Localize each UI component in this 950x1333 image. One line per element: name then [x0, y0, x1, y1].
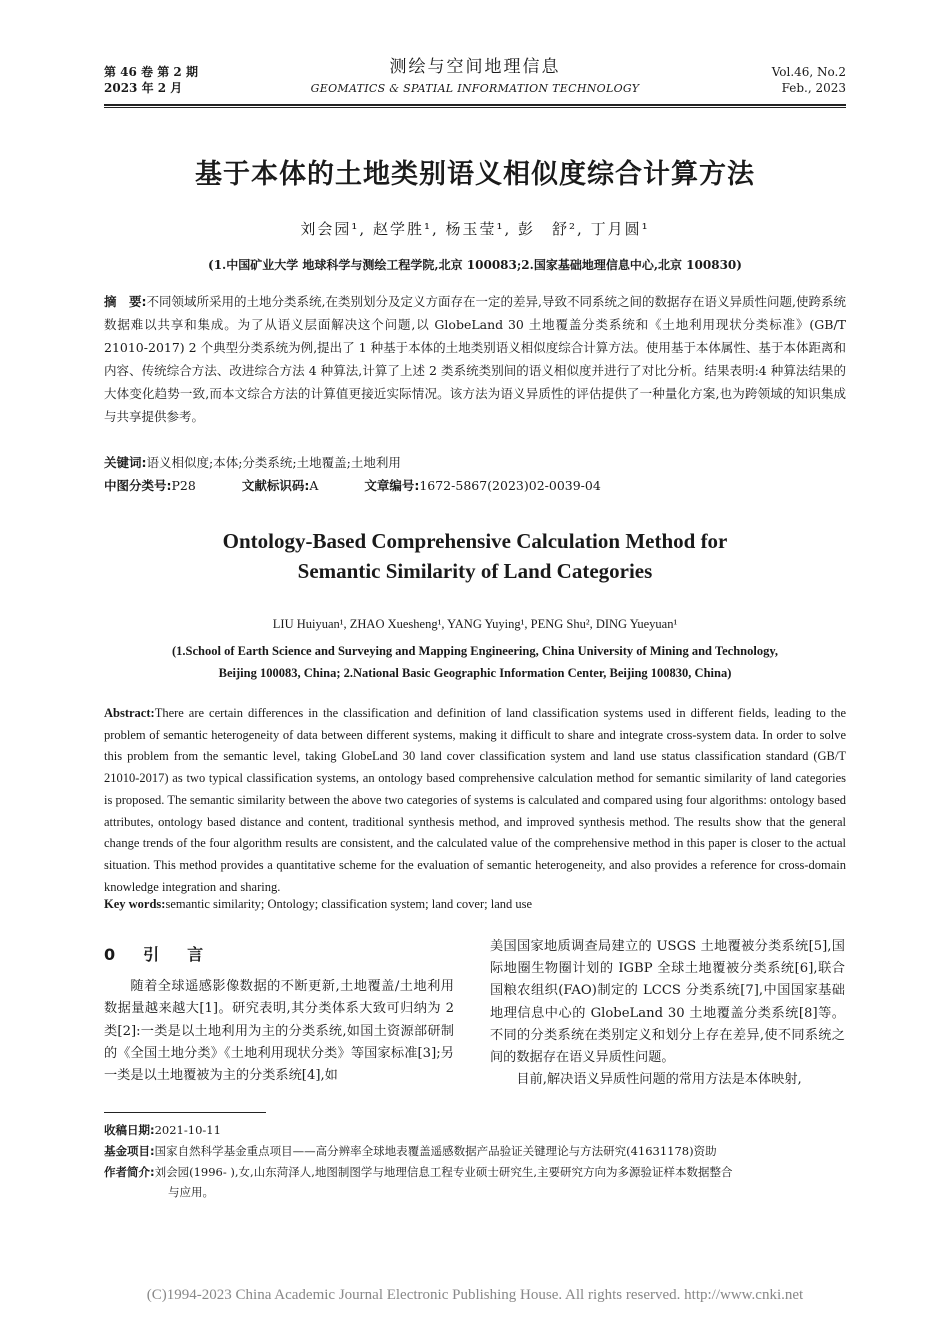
doc-code-value: A: [309, 478, 319, 493]
abstract-label-cn: 摘 要:: [104, 294, 147, 309]
doc-code-label: 文献标识码:: [241, 478, 310, 493]
keywords-text-en: semantic similarity; Ontology; classification system; land cover; land use: [165, 897, 533, 911]
keywords-en: [104, 897, 846, 912]
doc-code: [242, 474, 319, 497]
authors-en: LIU Huiyuan¹, ZHAO Xuesheng¹, YANG Yuying¹, PENG Shu², DING Yueyuan¹: [272, 617, 678, 631]
footnote-received: [104, 1120, 846, 1140]
journal-name: [250, 56, 700, 97]
section-heading: 0 引 言: [104, 945, 210, 964]
author-bio-label: 作者简介:: [104, 1165, 155, 1179]
clc-code: [104, 474, 196, 497]
fund-label: 基金项目:: [104, 1144, 155, 1158]
journal-name-cn: 测绘与空间地理信息: [389, 57, 561, 77]
author-bio-text-cont: 与应用。: [168, 1185, 214, 1199]
body-column-left: [104, 944, 454, 1087]
article-no-value: 1672-5867(2023)02-0039-04: [419, 478, 601, 493]
title-en-line1: Ontology-Based Comprehensive Calculation Method for: [222, 529, 728, 553]
journal-name-en: GEOMATICS & SPATIAL INFORMATION TECHNOLOGY: [310, 82, 640, 95]
authors-cn: 刘会园¹, 赵学胜¹, 杨玉莹¹, 彭 舒², 丁月圆¹: [300, 220, 650, 238]
fund-text: 国家自然科学基金重点项目——高分辨率全球地表覆盖遥感数据产品验证关键理论与方法研究(41631178)资助: [154, 1144, 717, 1158]
keywords-cn: [104, 451, 846, 474]
abstract-en: [104, 703, 846, 898]
clc-label: 中图分类号:: [104, 478, 172, 493]
affiliation-en: [104, 640, 846, 684]
copyright-watermark: (C)1994-2023 China Academic Journal Electronic Publishing House. All rights reserved. http://www.cnki.net: [146, 1287, 804, 1303]
intro-paragraph-2: 目前,解决语义异质性问题的常用方法是本体映射,: [516, 1072, 802, 1088]
affiliation-cn: (1.中国矿业大学 地球科学与测绘工程学院,北京 100083;2.国家基础地理信息中心,北京 100830): [208, 258, 742, 272]
footnote-rule: [104, 1112, 266, 1113]
paper-title-cn: 基于本体的土地类别语义相似度综合计算方法: [195, 159, 755, 190]
article-number: [364, 474, 600, 497]
date-line-en: Feb., 2023: [781, 81, 846, 95]
intro-paragraph-1-cont: 美国国家地质调查局建立的 USGS 土地覆被分类系统[5],国际地圈生物圈计划的 IGBP 全球土地覆被分类系统[6],联合国粮农组织(FAO)制定的 LCCS 分类系统[7],中国国家基础地理信息中心的 GlobeLand 30 土地覆盖分类系统[8]等。不同的分类系统在类别定义和划分上存在差异,使不同系统之间的数据存在语义异质性问题。: [490, 939, 845, 1066]
header-rule: [104, 104, 846, 106]
title-en-line2: Semantic Similarity of Land Categories: [297, 559, 653, 583]
classification-line: [104, 474, 846, 497]
affiliation-en-line2: Beijing 100083, China; 2.National Basic Geographic Information Center, Beijing 100830, China): [218, 666, 732, 680]
volume-line-en: Vol.46, No.2: [771, 65, 846, 79]
body-column-right: [490, 936, 845, 1091]
abstract-text-en: There are certain differences in the classification and definition of land classification systems used in different fields, leading to the problem of semantic heterogeneity of data between different systems, making it difficult to share and integrate cross-system data. In order to solve this problem from the semantic level, taking GlobeLand 30 land cover classification system and land use status classification standard (GB/T 21010-2017) as two typical classification systems, an ontology based comprehensive calculation method for semantic similarity of land categories is proposed. The semantic similarity between the above two categories of systems is calculated and compared using four algorithms: ontology based attributes, ontology based distance and content, traditional synthesis method, and improved synthesis method. The results show that the general change trends of the four algorithm results are consistent, and the calculated value of the comprehensive method in this paper is closer to the actual situation. This method provides a quantitative scheme for the evaluation of semantic heterogeneity, and also provides a reference for cross-domain knowledge integration and sharing.: [104, 706, 846, 894]
author-bio-text: 刘会园(1996- ),女,山东菏泽人,地图制图学与地理信息工程专业硕士研究生,主要研究方向为多源验证样本数据整合: [154, 1165, 733, 1179]
footnote-author: [104, 1162, 846, 1202]
affiliation-en-line1: (1.School of Earth Science and Surveying and Mapping Engineering, China University of Mining and Technology,: [172, 644, 778, 658]
received-label: 收稿日期:: [104, 1123, 155, 1137]
clc-value: P28: [171, 478, 196, 493]
footnote-fund: [104, 1141, 846, 1161]
intro-paragraph-1: 随着全球遥感影像数据的不断更新,土地覆盖/土地利用数据量越来越大[1]。研究表明,其分类体系大致可归纳为 2 类[2]:一类是以土地利用为主的分类系统,如国土资源部研制的《全国土地分类》《土地利用现状分类》等国家标准[3];另一类是以土地覆被为主的分类系统[4],如: [104, 979, 454, 1084]
volume-line: 第 46 卷 第 2 期: [104, 65, 198, 79]
volume-issue-en: [772, 64, 846, 96]
abstract-text-cn: 不同领域所采用的土地分类系统,在类别划分及定义方面存在一定的差异,导致不同系统之间的数据存在语义异质性问题,使跨系统数据难以共享和集成。为了从语义层面解决这个问题,以 GlobeLand 30 土地覆盖分类系统和《土地利用现状分类标准》(GB/T 21010-2017) 2 个典型分类系统为例,提出了 1 种基于本体的土地类别语义相似度综合计算方法。使用基于本体属性、基于本体距离和内容、传统综合方法、改进综合方法 4 种算法,计算了上述 2 类系统类别间的语义相似度并进行了对比分析。结果表明:4 种算法结果的大体变化趋势一致,而本文综合方法的计算值更接近实际情况。该方法为语义异质性的评估提供了一种量化方案,也为跨领域的知识集成与共享提供参考。: [104, 294, 846, 424]
keywords-label-cn: 关键词:: [104, 455, 147, 470]
article-no-label: 文章编号:: [364, 478, 420, 493]
keywords-text-cn: 语义相似度;本体;分类系统;土地覆盖;土地利用: [146, 455, 401, 470]
received-date: 2021-10-11: [154, 1123, 221, 1137]
paper-title-en: [104, 526, 846, 586]
date-line-cn: 2023 年 2 月: [104, 81, 183, 95]
keywords-label-en: Key words:: [104, 897, 166, 911]
abstract-label-en: Abstract:: [104, 706, 155, 720]
volume-issue: [104, 64, 198, 96]
abstract-cn: [104, 290, 846, 428]
header-rule-thin: [104, 107, 846, 108]
